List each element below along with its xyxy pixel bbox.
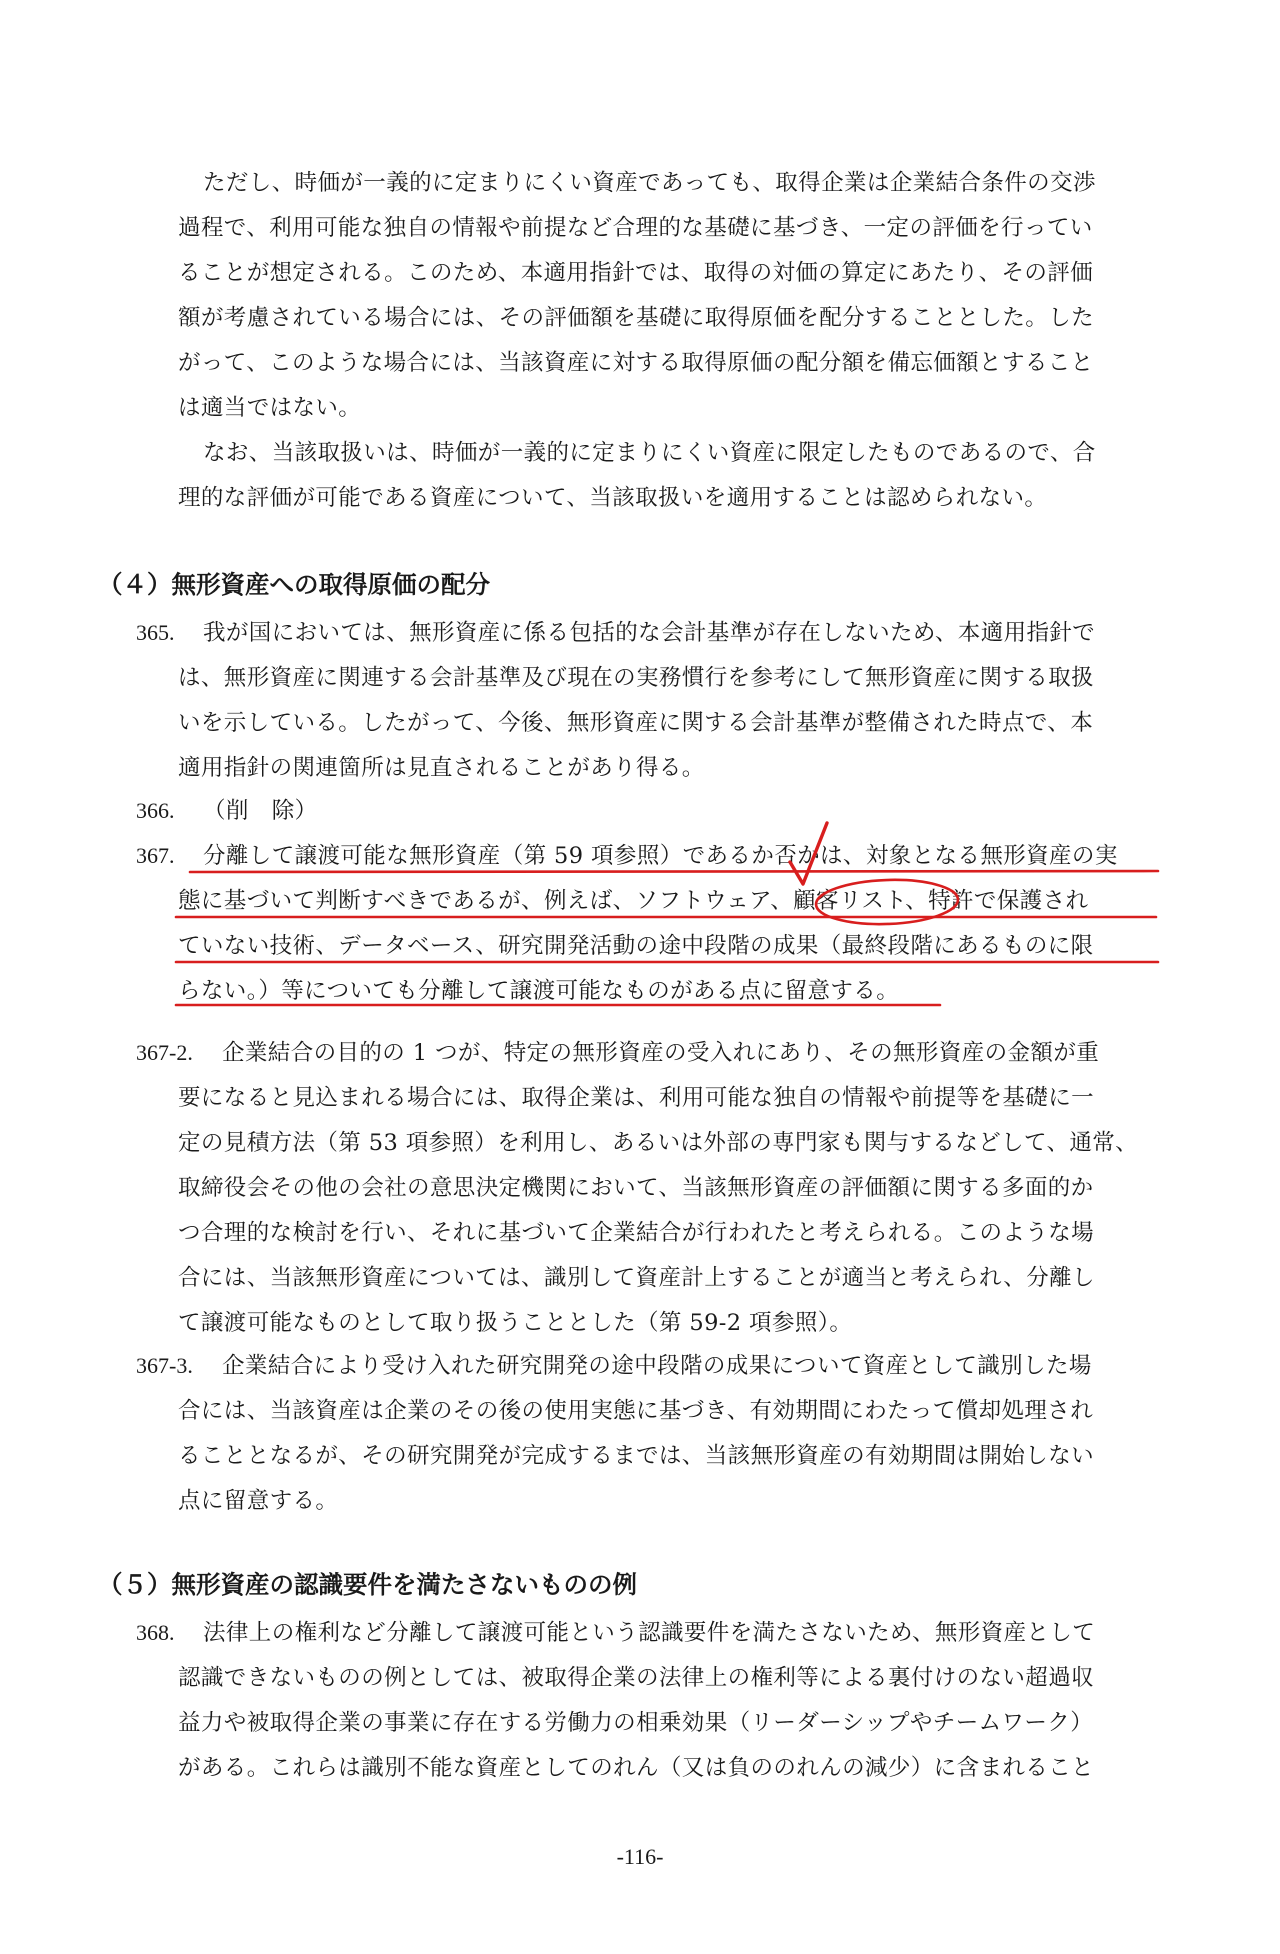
para-tadashi-line-4: 額が考慮されている場合には、その評価額を基礎に取得原価を配分することとした。した <box>178 305 1095 331</box>
para-tadashi-line-2: 過程で、利用可能な独自の情報や前提など合理的な基礎に基づき、一定の評価を行ってい <box>178 215 1093 241</box>
item-367-2-line-4: 取締役会その他の会社の意思決定機関において、当該無形資産の評価額に関する多面的か <box>178 1175 1094 1201</box>
item-367-2-number: 367-2. <box>136 1040 193 1065</box>
item-367-2-line-7: て譲渡可能なものとして取り扱うこととした（第 59-2 項参照）。 <box>178 1310 853 1336</box>
item-367-3-line-1: 企業結合により受け入れた研究開発の途中段階の成果について資産として識別した場 <box>222 1353 1092 1379</box>
item-365-line-1: 我が国においては、無形資産に係る包括的な会計基準が存在しないため、本適用指針で <box>203 620 1096 646</box>
item-367-2-line-6: 合には、当該無形資産については、識別して資産計上することが適当と考えられ、分離し <box>178 1265 1095 1291</box>
item-365-line-4: 適用指針の関連箇所は見直されることがあり得る。 <box>178 755 705 781</box>
item-367-3-line-3: ることとなるが、その研究開発が完成するまでは、当該無形資産の有効期間は開始しない <box>178 1443 1095 1469</box>
item-367-2-line-1: 企業結合の目的の 1 つが、特定の無形資産の受入れにあり、その無形資産の金額が重 <box>222 1040 1100 1066</box>
item-367-number: 367. <box>136 843 175 868</box>
para-nao-line-1: なお、当該取扱いは、時価が一義的に定まりにくい資産に限定したものであるので、合 <box>203 440 1096 466</box>
para-tadashi-line-6: は適当ではない。 <box>178 395 362 421</box>
para-nao-line-2: 理的な評価が可能である資産について、当該取扱いを適用することは認められない。 <box>178 485 1048 511</box>
item-367-line-2: 態に基づいて判断すべきであるが、例えば、ソフトウェア、顧客リスト、特許で保護され <box>178 888 1089 914</box>
item-368-line-3: 益力や被取得企業の事業に存在する労働力の相乗効果（リーダーシップやチームワーク） <box>178 1710 1094 1736</box>
item-367-3-number: 367-3. <box>136 1353 193 1378</box>
section-5-heading: （５）無形資産の認識要件を満たさないものの例 <box>98 1570 637 1599</box>
item-365-number: 365. <box>136 620 175 645</box>
item-368-line-1: 法律上の権利など分離して譲渡可能という認識要件を満たさないため、無形資産として <box>203 1620 1096 1646</box>
para-tadashi-line-5: がって、このような場合には、当該資産に対する取得原価の配分額を備忘価額とすること <box>178 350 1094 376</box>
item-367-line-3: ていない技術、データベース、研究開発活動の途中段階の成果（最終段階にあるものに限 <box>178 933 1094 959</box>
item-367-line-1: 分離して譲渡可能な無形資産（第 59 項参照）であるか否かは、対象となる無形資産の実 <box>203 843 1118 869</box>
item-367-line-4: らない。）等についても分離して譲渡可能なものがある点に留意する。 <box>178 978 900 1004</box>
item-368-line-4: がある。これらは識別不能な資産としてのれん（又は負ののれんの減少）に含まれること <box>178 1755 1095 1781</box>
item-366-text: （削 除） <box>203 798 318 824</box>
item-367-3-line-4: 点に留意する。 <box>178 1488 339 1514</box>
item-367-2-line-5: つ合理的な検討を行い、それに基づいて企業結合が行われたと考えられる。このような場 <box>178 1220 1095 1246</box>
item-367-3-line-2: 合には、当該資産は企業のその後の使用実態に基づき、有効期間にわたって償却処理され <box>178 1398 1094 1424</box>
item-367-2-line-2: 要になると見込まれる場合には、取得企業は、利用可能な独自の情報や前提等を基礎に一 <box>178 1085 1095 1111</box>
item-365-line-2: は、無形資産に関連する会計基準及び現在の実務慣行を参考にして無形資産に関する取扱 <box>178 665 1095 691</box>
page-number: -116- <box>616 1844 664 1869</box>
underline-annotation <box>190 871 1158 872</box>
item-368-number: 368. <box>136 1620 175 1645</box>
para-tadashi-line-1: ただし、時価が一義的に定まりにくい資産であっても、取得企業は企業結合条件の交渉 <box>203 170 1096 196</box>
item-365-line-3: いを示している。したがって、今後、無形資産に関する会計基準が整備された時点で、本 <box>178 710 1094 736</box>
section-4-heading: （４）無形資産への取得原価の配分 <box>98 570 490 599</box>
item-368-line-2: 認識できないものの例としては、被取得企業の法律上の権利等による裏付けのない超過収 <box>178 1665 1095 1691</box>
para-tadashi-line-3: ることが想定される。このため、本適用指針では、取得の対価の算定にあたり、その評価 <box>178 260 1094 286</box>
item-366-number: 366. <box>136 798 175 823</box>
item-367-2-line-3: 定の見積方法（第 53 項参照）を利用し、あるいは外部の専門家も関与するなどして、通常、 <box>178 1130 1139 1156</box>
